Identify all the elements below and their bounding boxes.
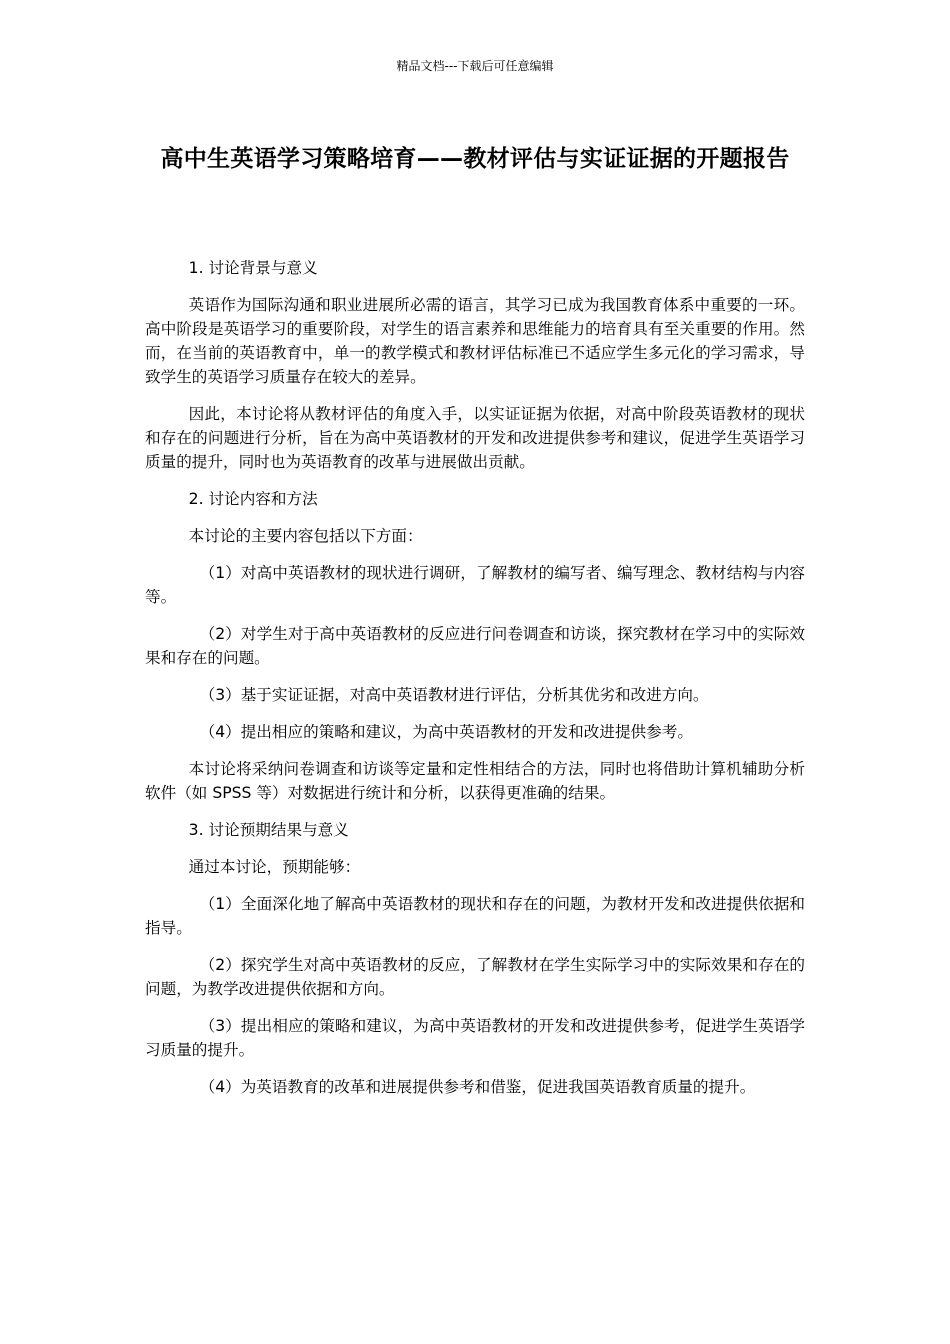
paragraph: 通过本讨论，预期能够： — [188, 858, 361, 876]
section-heading: 3. 讨论预期结果与意义 — [188, 821, 349, 839]
list-item: （1）全面深化地了解高中英语教材的现状和存在的问题，为教材开发和改进提供依据和指导。 — [145, 895, 805, 937]
paragraph: 英语作为国际沟通和职业进展所必需的语言，其学习已成为我国教育体系中重要的一环。高中阶段是英语学习的重要阶段，对学生的语言素养和思维能力的培育具有至关重要的作用。然而，在当前的英语教育中，单一的教学模式和教材评估标准已不适应学生多元化的学习需求，导致学生的英语学习质量存在较大的差异。 — [145, 296, 805, 386]
paragraph: 本讨论将采纳问卷调查和访谈等定量和定性相结合的方法，同时也将借助计算机辅助分析软件（如 SPSS 等）对数据进行统计和分析，以获得更准确的结果。 — [145, 760, 805, 802]
list-item: （1）对高中英语教材的现状进行调研，了解教材的编写者、编写理念、教材结构与内容等。 — [145, 564, 805, 606]
list-item: （3）基于实证证据，对高中英语教材进行评估，分析其优劣和改进方向。 — [199, 686, 709, 704]
page-header: 精品文档---下载后可任意编辑 — [396, 59, 554, 73]
paragraph: 本讨论的主要内容包括以下方面： — [188, 527, 423, 545]
paragraph: 因此，本讨论将从教材评估的角度入手，以实证证据为依据，对高中阶段英语教材的现状和存在的问题进行分析，旨在为高中英语教材的开发和改进提供参考和建议，促进学生英语学习质量的提升，同时也为英语教育的改革与进展做出贡献。 — [145, 405, 805, 471]
list-item: （4）为英语教育的改革和进展提供参考和借鉴，促进我国英语教育质量的提升。 — [199, 1078, 756, 1096]
list-item: （2）对学生对于高中英语教材的反应进行问卷调查和访谈，探究教材在学习中的实际效果和存在的问题。 — [145, 625, 805, 667]
section-heading: 1. 讨论背景与意义 — [188, 259, 318, 277]
section-heading: 2. 讨论内容和方法 — [188, 490, 318, 508]
list-item: （4）提出相应的策略和建议，为高中英语教材的开发和改进提供参考。 — [199, 723, 693, 741]
document-body — [145, 256, 805, 1112]
document-title: 高中生英语学习策略培育——教材评估与实证证据的开题报告 — [160, 146, 790, 172]
list-item: （3）提出相应的策略和建议，为高中英语教材的开发和改进提供参考，促进学生英语学习质量的提升。 — [145, 1017, 805, 1059]
list-item: （2）探究学生对高中英语教材的反应，了解教材在学生实际学习中的实际效果和存在的问题，为教学改进提供依据和方向。 — [145, 956, 805, 998]
